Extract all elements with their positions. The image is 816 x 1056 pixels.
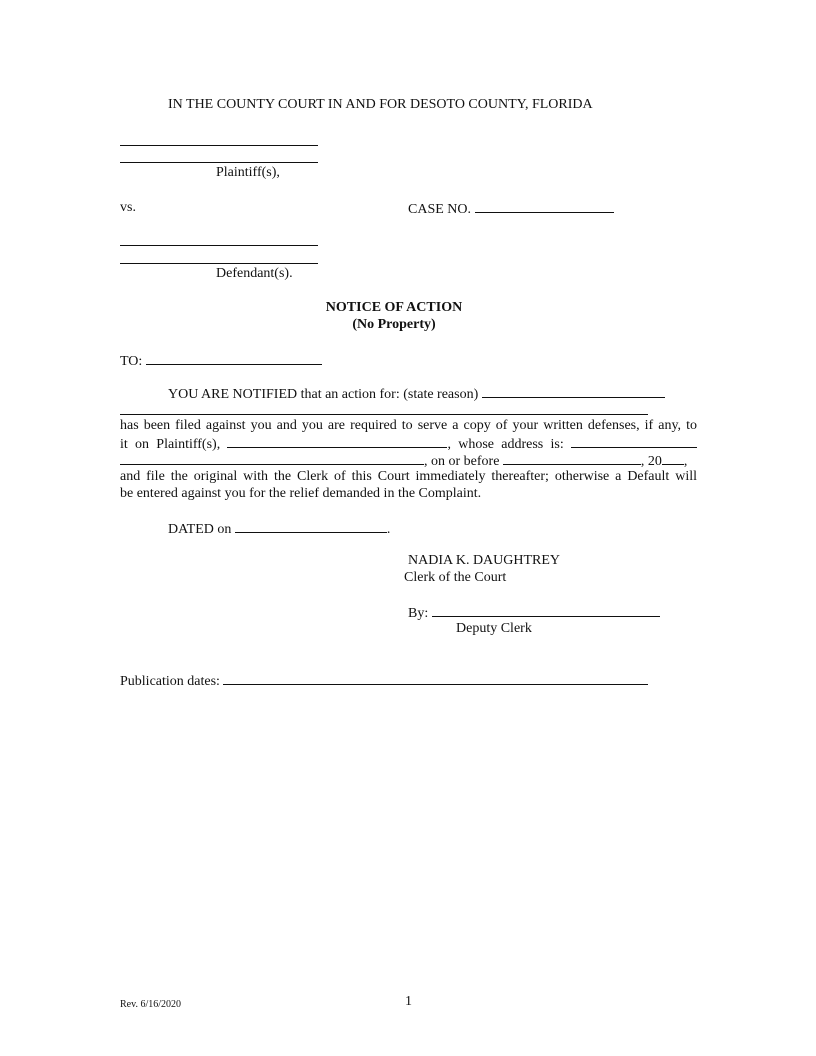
address-text: , whose address is: [447, 437, 564, 452]
dated-period: . [386, 522, 391, 537]
reason-continuation-line[interactable] [120, 414, 648, 415]
dated-field[interactable] [235, 519, 387, 533]
notice-subtitle: (No Property) [352, 317, 436, 332]
notified-text: YOU ARE NOTIFIED that an action for: (state reason) [168, 387, 479, 402]
clerk-title: Clerk of the Court [404, 570, 507, 585]
deputy-clerk-label: Deputy Clerk [456, 621, 532, 636]
line5-comma: , [683, 454, 688, 469]
dated-label: DATED on [168, 522, 232, 537]
defendant-line-1[interactable] [120, 245, 318, 246]
deadline-date-field[interactable] [503, 451, 641, 465]
dated-row [168, 519, 390, 538]
vs-label: vs. [120, 200, 136, 215]
plaintiff-attorney-field[interactable] [227, 434, 447, 448]
body-line-7: be entered against you for the relief demanded in the Complaint. [120, 486, 482, 501]
plaintiff-line-1[interactable] [120, 145, 318, 146]
to-field[interactable] [146, 351, 322, 365]
clerk-name: NADIA K. DAUGHTREY [408, 553, 561, 568]
year-field[interactable] [662, 451, 684, 465]
year-prefix: , 20 [640, 454, 662, 469]
publication-row [120, 671, 648, 690]
plaintiff-label: Plaintiff(s), [216, 165, 280, 180]
body-line-3: has been filed against you and you are required to serve a copy of your written defenses, if any, to [120, 418, 697, 433]
case-no-label: CASE NO. [408, 202, 472, 217]
notice-title: NOTICE OF ACTION [325, 300, 463, 315]
plaintiff-line-2[interactable] [120, 162, 318, 163]
publication-dates-field[interactable] [223, 671, 648, 685]
court-title: IN THE COUNTY COURT IN AND FOR DESOTO COUNTY, FLORIDA [168, 97, 593, 112]
signature-field[interactable] [432, 603, 660, 617]
signature-row [408, 603, 660, 622]
defendant-line-2[interactable] [120, 263, 318, 264]
defendant-label: Defendant(s). [216, 266, 293, 281]
to-row [120, 351, 322, 370]
plaintiff-on-text: it on Plaintiff(s), [120, 437, 221, 452]
reason-field[interactable] [482, 384, 665, 398]
publication-label: Publication dates: [120, 674, 220, 689]
by-label: By: [408, 606, 429, 621]
body-line-6: and file the original with the Clerk of this Court immediately thereafter; otherwise a Default will [120, 469, 697, 484]
notified-row [168, 384, 665, 403]
page-number: 1 [405, 994, 412, 1009]
case-no-field[interactable] [475, 199, 614, 213]
to-label: TO: [120, 354, 143, 369]
revision-date: Rev. 6/16/2020 [120, 999, 182, 1010]
address-continuation-field[interactable] [120, 451, 424, 465]
address-field[interactable] [571, 434, 697, 448]
case-number-row [408, 199, 614, 218]
on-or-before-text: , on or before [424, 454, 500, 469]
